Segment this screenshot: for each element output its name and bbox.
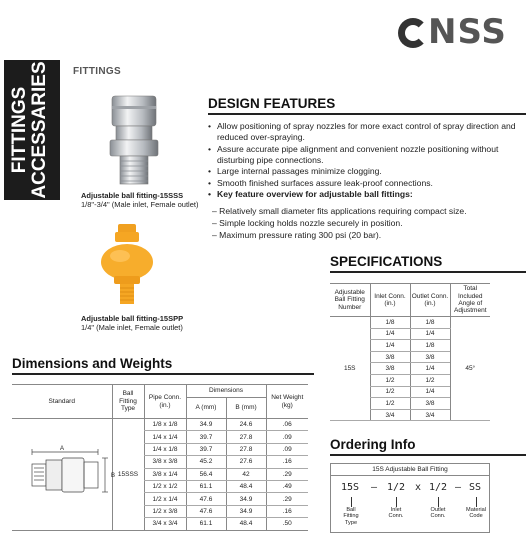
dim-a-cell: 47.6 [186,493,226,505]
dim-b-cell: 34.9 [226,493,266,505]
spec-outlet-cell: 3/8 [410,351,450,363]
spec-angle-cell: 45° [450,317,490,421]
design-features-rule [208,113,526,115]
spec-outlet-cell: 3/4 [410,409,450,421]
spec-inlet-cell: 3/8 [370,363,410,375]
product-desc-2: 1/4" (Male inlet, Female outlet) [81,323,183,332]
sidebar-line-1: FITTINGS [9,86,30,174]
dimensions-title: Dimensions and Weights [12,356,173,371]
dim-b-cell: 27.8 [226,443,266,455]
ordering-rule [330,454,526,456]
dim-a-cell: 45.2 [186,456,226,468]
spec-outlet-cell: 3/8 [410,398,450,410]
product-name-1: Adjustable ball fitting-15SSS [81,191,184,200]
ordering-code-dash-2: – [455,482,462,493]
ordering-tick [476,497,477,507]
spec-inlet-cell: 3/8 [370,351,410,363]
dim-pipe-cell: 1/4 x 1/4 [144,431,186,443]
ordering-tick [396,497,397,507]
design-bullet: • Large internal passages minimize clogging. [208,166,526,177]
dim-header-dimensions: Dimensions [186,385,266,398]
dim-weight-cell: .09 [266,431,308,443]
design-features-title: DESIGN FEATURES [208,96,336,111]
spec-outlet-cell: 1/4 [410,363,450,375]
specifications-table [330,283,490,421]
spec-number-cell: 15S [330,317,370,421]
ordering-code-inlet: 1/2 [387,482,406,493]
dim-a-cell: 47.6 [186,505,226,517]
dim-pipe-cell: 3/8 x 1/4 [144,468,186,480]
ordering-code-outlet: 1/2 [429,482,448,493]
spec-inlet-cell: 1/2 [370,398,410,410]
design-sub-item: – Maximum pressure rating 300 psi (20 bar). [212,230,467,242]
dim-weight-cell: .09 [266,443,308,455]
ordering-title: Ordering Info [330,437,416,452]
dim-b-cell: 27.6 [226,456,266,468]
spec-header-outlet: Outlet Conn. (in.) [410,284,450,317]
sidebar-title [10,61,50,198]
logo-c-mark [398,18,428,48]
ordering-label-inlet: Inlet Conn. [388,507,404,520]
dim-header-type: Ball Fitting Type [112,385,144,419]
dim-header-pipe: Pipe Conn. (in.) [144,385,186,419]
dim-header-standard: Standard [12,385,112,419]
dim-weight-cell: .29 [266,468,308,480]
spec-inlet-cell: 1/4 [370,340,410,352]
product-caption-2 [81,314,183,332]
ordering-code-x: x [415,482,422,493]
specifications-rule [330,271,526,273]
dim-b-cell: 24.6 [226,419,266,431]
spec-header-angle: Total Included Angle of Adjustment [450,284,490,317]
ordering-box-title: 15S Adjustable Ball Fitting [331,464,489,476]
spec-header-number: Adjustable Ball Fitting Number [330,284,370,317]
dim-weight-cell: .49 [266,480,308,492]
dim-b-cell: 48.4 [226,480,266,492]
fitting-technical-drawing [12,444,118,504]
dimensions-rule [12,373,314,375]
dim-header-a: A (mm) [186,398,226,419]
dim-header-b: B (mm) [226,398,266,419]
dim-weight-cell: .06 [266,419,308,431]
design-bullet: • Smooth finished surfaces assure leak-proof connections. [208,178,526,189]
spec-outlet-cell: 1/4 [410,386,450,398]
brand-logo [398,10,528,54]
ordering-code-type: 15S [341,482,360,493]
spec-inlet-cell: 1/2 [370,374,410,386]
dim-pipe-cell: 1/2 x 1/4 [144,493,186,505]
ordering-label-type: Ball Fitting Type [343,507,359,526]
dim-weight-cell: .50 [266,518,308,530]
spec-outlet-cell: 1/8 [410,317,450,329]
drawing-label-b: B [111,473,116,479]
ordering-code-dash: – [371,482,378,493]
design-features-list [208,121,526,201]
spec-row [330,317,490,329]
dim-weight-cell: .16 [266,505,308,517]
ordering-code-material: SS [469,482,482,493]
spec-outlet-cell: 1/8 [410,340,450,352]
ordering-label-material: Material Code [466,507,486,520]
design-sub-item: – Simple locking holds nozzle securely in position. [212,218,467,230]
dim-b-cell: 48.4 [226,518,266,530]
dim-b-cell: 42 [226,468,266,480]
ordering-tick [438,497,439,507]
design-subfeatures-list [212,206,467,241]
dim-weight-cell: .16 [266,456,308,468]
dim-a-cell: 39.7 [186,443,226,455]
ordering-label-outlet: Outlet Conn. [430,507,446,520]
spec-header-inlet: Inlet Conn. (in.) [370,284,410,317]
dim-a-cell: 56.4 [186,468,226,480]
product-desc-1: 1/8"-3/4" (Male inlet, Female outlet) [81,200,199,209]
dim-a-cell: 61.1 [186,518,226,530]
spec-inlet-cell: 1/2 [370,386,410,398]
ordering-box [330,463,490,533]
sidebar-line-2: ACCESSARIES [29,61,50,199]
dim-pipe-cell: 1/2 x 1/2 [144,480,186,492]
dim-header-weight: Net Weight (kg) [266,385,308,419]
spec-inlet-cell: 1/8 [370,317,410,329]
dim-pipe-cell: 1/8 x 1/8 [144,419,186,431]
spec-outlet-cell: 1/2 [410,374,450,386]
spec-inlet-cell: 3/4 [370,409,410,421]
dim-a-cell: 39.7 [186,431,226,443]
dim-row [12,419,308,431]
dim-pipe-cell: 3/4 x 3/4 [144,518,186,530]
dim-pipe-cell: 3/8 x 3/8 [144,456,186,468]
dim-pipe-cell: 1/2 x 3/8 [144,505,186,517]
dim-type-cell: 15SSS [112,419,144,531]
product-image-orange-fitting [96,222,158,306]
product-name-2: Adjustable ball fitting-15SPP [81,314,184,323]
design-sub-item: – Relatively small diameter fits applications requiring compact size. [212,206,467,218]
spec-outlet-cell: 1/4 [410,328,450,340]
product-caption-1 [81,191,198,209]
dim-b-cell: 27.8 [226,431,266,443]
dim-a-cell: 34.9 [186,419,226,431]
design-bullet: • Allow positioning of spray nozzles for more exact control of spray direction and reduced over-spraying. [208,121,526,143]
design-key-heading: • Key feature overview for adjustable ball fittings: [208,189,526,200]
dim-weight-cell: .29 [266,493,308,505]
ordering-tick [351,497,352,507]
spec-inlet-cell: 1/4 [370,328,410,340]
specifications-title: SPECIFICATIONS [330,254,443,269]
logo-text: NSS [428,12,507,52]
product-image-steel-fitting [104,92,164,188]
dim-pipe-cell: 1/4 x 1/8 [144,443,186,455]
dim-a-cell: 61.1 [186,480,226,492]
drawing-label-a: A [59,446,65,452]
dim-b-cell: 34.9 [226,505,266,517]
section-label: FITTINGS [73,66,121,77]
design-bullet: • Assure accurate pipe alignment and convenient nozzle positioning without disturbing pipe connections. [208,144,526,166]
